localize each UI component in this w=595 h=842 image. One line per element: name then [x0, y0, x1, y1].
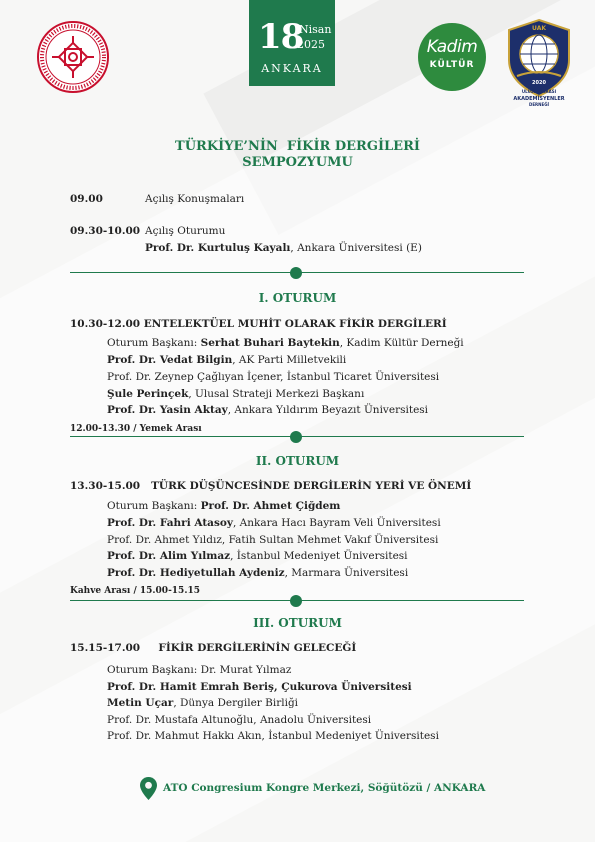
session3-chair — [107, 664, 291, 677]
session3-topic: FİKİR DERGİLERİNİN GELECEĞİ — [158, 642, 357, 654]
session1-topic: ENTELEKTÜEL MUHİT OLARAK FİKİR DERGİLERİ — [143, 318, 447, 330]
lunch-break: 12.00-13.30 / Yemek Arası — [70, 424, 202, 434]
event-month: Nisan — [299, 23, 332, 36]
event-date-badge — [249, 0, 335, 86]
chair-name: Prof. Dr. Ahmet Çiğdem — [200, 500, 341, 512]
speaker-affiliation: , AK Parti Milletvekili — [232, 354, 347, 366]
chair-name: Dr. Murat Yılmaz — [200, 664, 292, 676]
opening-session-time: 09.30-10.00 — [70, 225, 141, 237]
uak-logo-year: 2020 — [532, 80, 546, 86]
speaker-name: Prof. Dr. Alim Yılmaz — [107, 550, 231, 562]
speaker-name: Prof. Dr. Mahmut Hakkı Akın — [107, 730, 262, 742]
session1-speaker — [107, 388, 364, 401]
event-year: 2025 — [297, 38, 325, 51]
session2-chair — [107, 500, 340, 513]
speaker-name: Prof. Dr. Yasin Aktay — [107, 404, 228, 416]
chair-prefix: Oturum Başkanı: — [107, 337, 201, 349]
speaker-name: Prof. Dr. Zeynep Çağlıyan İçener — [107, 371, 281, 383]
divider-dot — [290, 431, 302, 443]
event-city: ANKARA — [261, 62, 323, 75]
speaker-name: Prof. Dr. Mustafa Altunoğlu — [107, 714, 254, 726]
uak-logo-name1: ULUSLARARASI — [521, 89, 557, 94]
speaker-affiliation: , Ulusal Strateji Merkezi Başkanı — [188, 388, 365, 400]
session2-speaker — [107, 567, 408, 580]
coffee-break: Kahve Arası / 15.00-15.15 — [70, 586, 200, 596]
uak-logo — [503, 16, 575, 108]
uak-logo-name3: DERNEĞİ — [529, 102, 549, 107]
speaker-name: Prof. Dr. Ahmet Yıldız — [107, 534, 222, 546]
session3-heading: III. OTURUM — [253, 616, 342, 630]
session3-title — [70, 642, 356, 655]
speaker-affiliation: , İstanbul Medeniyet Üniversitesi — [230, 550, 408, 562]
speaker-affiliation: , İstanbul Medeniyet Üniversitesi — [261, 730, 439, 742]
ministry-culture-logo — [36, 20, 110, 94]
symposium-title-line1: TÜRKİYE’NİN FİKİR DERGİLERİ — [175, 139, 420, 154]
speaker-affiliation: , Çukurova Üniversitesi — [273, 681, 412, 693]
opening-session-label: Açılış Oturumu — [145, 225, 226, 237]
session1-chair — [107, 337, 464, 350]
session3-time: 15.15-17.00 — [70, 642, 141, 654]
speaker-affiliation: , Ankara Yıldırım Beyazıt Üniversitesi — [227, 404, 429, 416]
speaker-affiliation: , İstanbul Ticaret Üniversitesi — [280, 371, 440, 383]
speaker-affiliation: , Ankara Hacı Bayram Veli Üniversitesi — [233, 517, 441, 529]
kadim-kultur-logo — [418, 23, 486, 91]
speaker-affiliation: , Anadolu Üniversitesi — [253, 714, 372, 726]
session3-speaker — [107, 697, 298, 710]
kadim-logo-line2: KÜLTÜR — [429, 60, 475, 70]
session2-topic: TÜRK DÜŞÜNCESİNDE DERGİLERİN YERİ VE ÖNEMİ — [151, 480, 472, 492]
session2-heading: II. OTURUM — [255, 454, 340, 468]
session2-speaker — [107, 534, 438, 547]
uak-logo-name2: AKADEMİSYENLER — [513, 96, 565, 102]
speaker-name: Prof. Dr. Vedat Bilgin — [107, 354, 233, 366]
session1-title — [70, 318, 447, 331]
venue-address: ATO Congresium Kongre Merkezi, Söğütözü / ANKARA — [163, 782, 486, 794]
speaker-name: Metin Uçar — [107, 697, 174, 709]
speaker-name: Prof. Dr. Kurtuluş Kayalı — [145, 242, 291, 254]
speaker-affiliation: , Fatih Sultan Mehmet Vakıf Üniversitesi — [221, 534, 439, 546]
chair-name: Serhat Buhari Baytekin — [200, 337, 340, 349]
divider-dot — [290, 595, 302, 607]
opening-session-speaker — [145, 242, 422, 255]
speaker-affiliation: , Dünya Dergiler Birliği — [173, 697, 299, 709]
chair-prefix: Oturum Başkanı: — [107, 664, 201, 676]
speaker-name: Prof. Dr. Fahri Atasoy — [107, 517, 233, 529]
speaker-name: Prof. Dr. Hamit Emrah Beriş — [107, 681, 274, 693]
session3-speaker — [107, 714, 371, 727]
session1-time: 10.30-12.00 — [70, 318, 141, 330]
uak-logo-top: UAK — [532, 25, 546, 32]
speaker-affiliation: , Ankara Üniversitesi (E) — [290, 242, 422, 254]
session1-speaker — [107, 371, 439, 384]
session3-speaker — [107, 681, 412, 694]
session2-speaker — [107, 517, 441, 530]
speaker-affiliation: , Marmara Üniversitesi — [284, 567, 409, 579]
chair-affiliation: , Kadim Kültür Derneği — [339, 337, 464, 349]
session3-speaker — [107, 730, 439, 743]
opening-speech-label: Açılış Konuşmaları — [145, 193, 245, 205]
session1-speaker — [107, 404, 428, 417]
session1-speaker — [107, 354, 346, 367]
opening-speech-time: 09.00 — [70, 193, 103, 205]
session2-speaker — [107, 550, 408, 563]
session2-time: 13.30-15.00 — [70, 480, 141, 492]
session1-heading: I. OTURUM — [258, 291, 337, 305]
chair-prefix: Oturum Başkanı: — [107, 500, 201, 512]
symposium-title-line2: SEMPOZYUMU — [242, 155, 353, 170]
speaker-name: Şule Perinçek — [107, 388, 189, 400]
speaker-name: Prof. Dr. Hediyetullah Aydeniz — [107, 567, 285, 579]
session2-title — [70, 480, 471, 493]
divider-dot — [290, 267, 302, 279]
location-pin-icon — [140, 777, 157, 800]
event-day: 18 — [258, 17, 304, 57]
kadim-logo-line1: Kadim — [426, 37, 478, 57]
